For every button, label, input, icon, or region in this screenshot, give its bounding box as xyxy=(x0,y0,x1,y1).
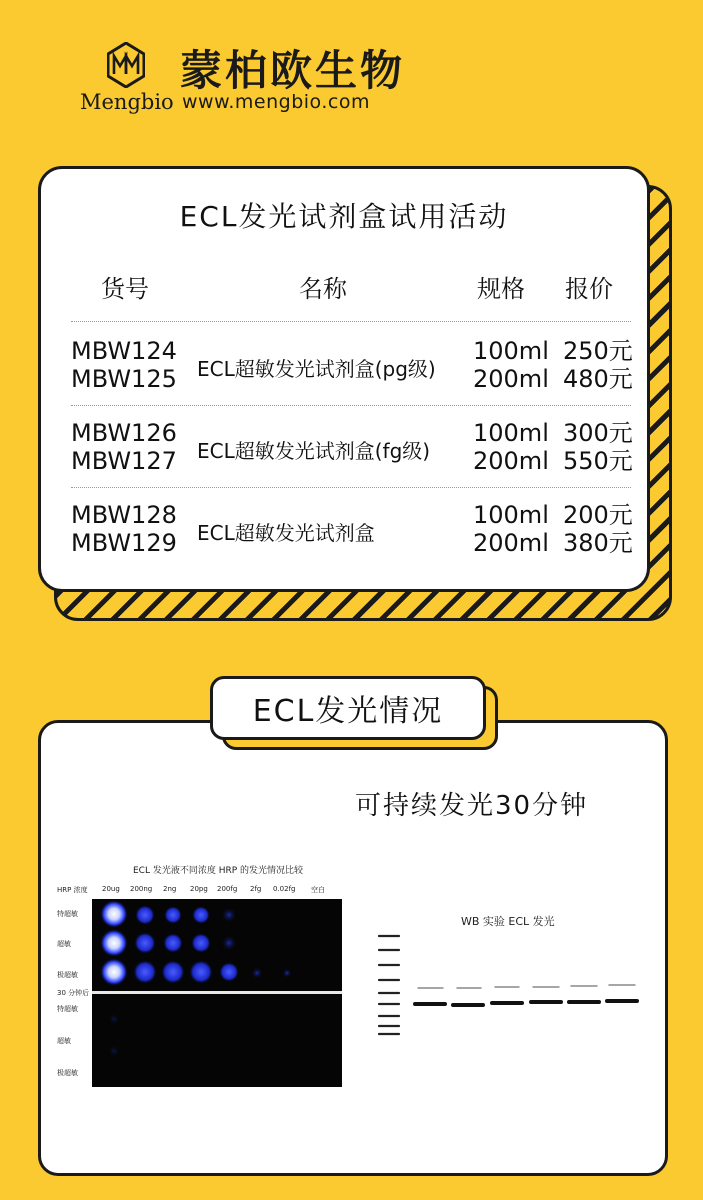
column-header-name: 名称 xyxy=(299,275,347,303)
mengbio-logo-icon xyxy=(107,42,145,88)
concentration-label: 200fg xyxy=(217,885,238,893)
product-name: ECL超敏发光试剂盒(pg级) xyxy=(197,357,436,381)
western-blot-image xyxy=(373,928,643,1043)
concentration-label: 2ng xyxy=(163,885,177,893)
hrp-concentration-label: HRP 浓度 xyxy=(57,886,88,894)
results-subtitle: 可持续发光30分钟 xyxy=(355,791,589,821)
website-url[interactable]: www.mengbio.com xyxy=(182,91,370,113)
product-specs: 100ml 200ml xyxy=(473,337,549,393)
price-card-title: ECL发光试剂盒试用活动 xyxy=(179,200,509,233)
wb-title: WB 实验 ECL 发光 xyxy=(461,915,555,928)
concentration-label: 0.02fg xyxy=(273,885,296,893)
table-row xyxy=(41,337,647,407)
product-specs: 100ml 200ml xyxy=(473,419,549,475)
table-row xyxy=(41,501,647,571)
product-codes: MBW128 MBW129 xyxy=(71,501,177,557)
concentration-label: 2fg xyxy=(250,885,262,893)
row-divider xyxy=(71,405,631,406)
brand-name-chinese: 蒙柏欧生物 xyxy=(180,46,406,95)
row-label: 极超敏 xyxy=(57,971,78,979)
product-prices: 200元 380元 xyxy=(563,501,633,557)
concentration-label: 20pg xyxy=(190,885,208,893)
product-prices: 250元 480元 xyxy=(563,337,633,393)
after-30min-label: 30 分钟后 xyxy=(57,989,90,997)
table-row xyxy=(41,419,647,489)
dot-blot-image xyxy=(92,899,342,1087)
dot-blot-caption: ECL 发光液不同浓度 HRP 的发光情况比较 xyxy=(133,866,304,876)
product-codes: MBW126 MBW127 xyxy=(71,419,177,475)
column-header-spec: 规格 xyxy=(477,275,525,303)
row-label: 超敏 xyxy=(57,940,71,948)
row-label: 特超敏 xyxy=(57,1005,78,1013)
section-tag: ECL发光情况 xyxy=(210,676,486,740)
product-codes: MBW124 MBW125 xyxy=(71,337,177,393)
concentration-label: 空白 xyxy=(311,886,325,894)
row-label: 特超敏 xyxy=(57,910,78,918)
product-prices: 300元 550元 xyxy=(563,419,633,475)
price-card xyxy=(38,166,650,592)
row-label: 超敏 xyxy=(57,1037,71,1045)
brand-name-english: Mengbio xyxy=(80,90,174,114)
column-header-price: 报价 xyxy=(565,275,613,303)
row-divider xyxy=(71,487,631,488)
column-header-code: 货号 xyxy=(101,275,149,303)
product-specs: 100ml 200ml xyxy=(473,501,549,557)
row-divider xyxy=(71,321,631,322)
results-card xyxy=(38,720,668,1176)
product-name: ECL超敏发光试剂盒(fg级) xyxy=(197,439,431,463)
row-label: 极超敏 xyxy=(57,1069,78,1077)
concentration-label: 200ng xyxy=(130,885,153,893)
product-name: ECL超敏发光试剂盒 xyxy=(197,521,375,545)
concentration-label: 20ug xyxy=(102,885,120,893)
